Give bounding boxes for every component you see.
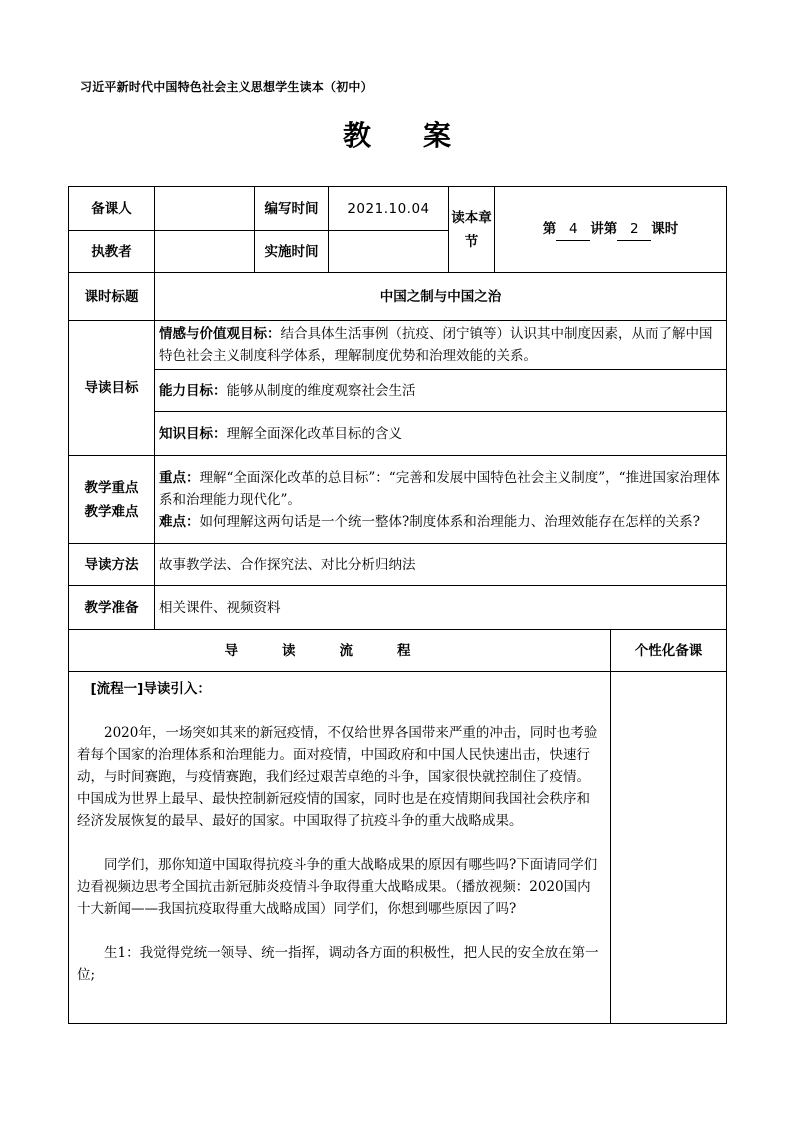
write-time-value: 2021.10.04 <box>329 187 449 231</box>
goal-knowledge-row <box>69 412 727 456</box>
lesson-lecture-number: 4 <box>556 218 590 241</box>
key-point-label: 重点： <box>159 469 200 486</box>
lesson-mid: 讲第 <box>590 221 618 237</box>
lesson-plan-table <box>68 186 727 1024</box>
write-time-label: 编写时间 <box>255 187 329 231</box>
goal-knowledge-label: 知识目标： <box>159 425 227 442</box>
goal-emotion-label: 情感与价值观目标： <box>159 326 281 342</box>
preparer-label: 备课人 <box>69 187 155 231</box>
method-label: 导读方法 <box>69 544 155 586</box>
prep-row <box>69 586 727 630</box>
goal-knowledge <box>155 412 727 456</box>
flow-body-row <box>69 672 727 1024</box>
flow-step-1-title: [流程一]导读引入： <box>90 681 211 697</box>
lesson-prefix: 第 <box>542 221 557 237</box>
goal-emotion-text: 结合具体生活事例（抗疫、闭宁镇等）认识其中制度因素，从而了解中国特色社会主义制度科学体系，理解制度优势和治理效能的关系。 <box>159 326 713 364</box>
method-value: 故事教学法、合作探究法、对比分析归纳法 <box>155 544 727 586</box>
series-header: 习近平新时代中国特色社会主义思想学生读本（初中） <box>80 80 373 94</box>
goal-emotion-row <box>69 321 727 370</box>
key-points-row <box>69 456 727 544</box>
impl-time-label: 实施时间 <box>255 231 329 273</box>
prep-label: 教学准备 <box>69 586 155 630</box>
preparer-value <box>155 187 255 231</box>
flow-header-row <box>69 630 727 672</box>
key-points-content <box>155 456 727 544</box>
flow-paragraph-2: 同学们，那你知道中国取得抗疫斗争的重大战略成果的原因有哪些吗?下面请同学们边看视频边思考全国抗击新冠肺炎疫情斗争取得重大战略成果。（播放视频：2020国内十大新闻——我国抗疫取得重大战略成国）同学们，你想到哪些原因了吗? <box>77 857 598 917</box>
goal-knowledge-text: 理解全面深化改革目标的含义 <box>226 425 402 442</box>
goals-label: 导读目标 <box>69 321 155 456</box>
personal-prep-header: 个性化备课 <box>611 630 727 672</box>
lesson-period-number: 2 <box>617 218 651 241</box>
topic-label: 课时标题 <box>69 273 155 321</box>
teacher-label: 执教者 <box>69 231 155 273</box>
key-point-text: 理解“全面深化改革的总目标”：“完善和发展中国特色社会主义制度”，“推进国家治理体系和治理能力现代化”。 <box>159 469 721 508</box>
goal-ability-row <box>69 370 727 412</box>
key-point <box>159 467 722 511</box>
lesson-info <box>495 187 727 273</box>
lesson-suffix: 课时 <box>651 221 679 237</box>
flow-header: 导读流程 <box>69 630 611 672</box>
page-title: 教案 <box>342 119 503 152</box>
goal-ability-text: 能够从制度的维度观察社会生活 <box>226 382 416 399</box>
flow-paragraph-1: 2020年，一场突如其来的新冠疫情，不仅给世界各国带来严重的冲击，同时也考验着每个国家的治理体系和治理能力。面对疫情，中国政府和中国人民快速出击，快速行动，与时间赛跑，与疫情赛跑，我们经过艰苦卓绝的斗争，国家很快就控制住了疫情。中国成为世界上最早、最快控制新冠疫情的国家，同时也是在疫情期间我国社会秩序和经济发展恢复的最早、最好的国家。中国取得了抗疫斗争的重大战略成果。 <box>77 725 598 829</box>
difficult-label-line: 教学难点 <box>84 503 139 520</box>
teacher-value <box>155 231 255 273</box>
key-points-label <box>69 456 155 544</box>
difficult-point <box>159 511 722 533</box>
impl-time-value <box>329 231 449 273</box>
goal-emotion <box>155 321 727 370</box>
difficult-point-label: 难点： <box>159 513 200 530</box>
difficult-point-text: 如何理解这两句话是一个统一整体?制度体系和治理能力、治理效能存在怎样的关系? <box>199 513 700 530</box>
goal-ability-label: 能力目标： <box>159 382 227 399</box>
key-label-line: 教学重点 <box>84 479 139 496</box>
prep-value: 相关课件、视频资料 <box>155 586 727 630</box>
method-row <box>69 544 727 586</box>
goal-ability <box>155 370 727 412</box>
flow-paragraph-3: 生1：我觉得党统一领导、统一指挥，调动各方面的积极性，把人民的安全放在第一位; <box>77 945 599 983</box>
topic-row <box>69 273 727 321</box>
topic-value: 中国之制与中国之治 <box>155 273 727 321</box>
info-row-1 <box>69 187 727 231</box>
flow-content <box>69 672 611 1024</box>
personal-prep-area <box>611 672 727 1024</box>
chapter-label: 读本章节 <box>449 187 495 273</box>
